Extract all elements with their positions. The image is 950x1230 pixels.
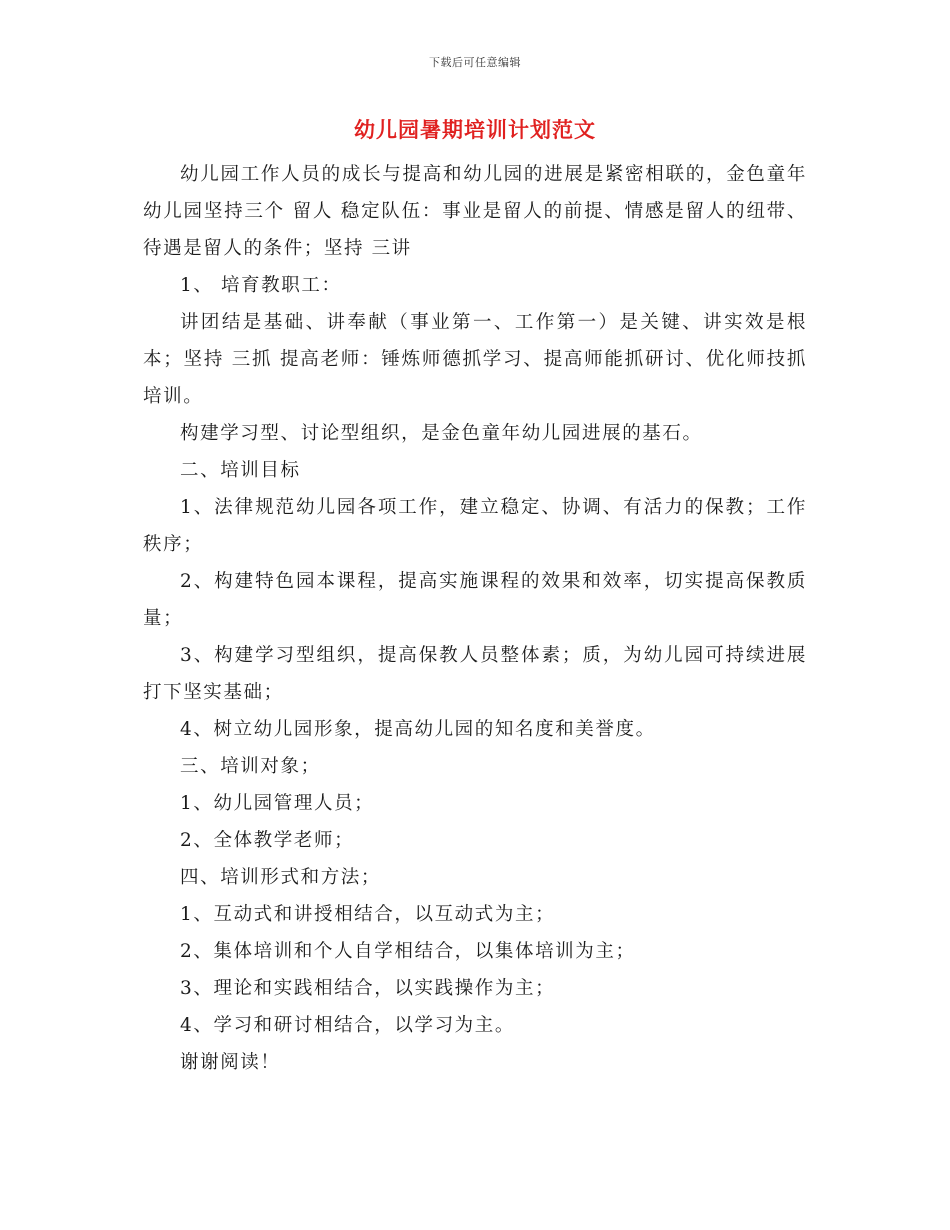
document-body: [143, 156, 807, 1081]
list-item: 4、树立幼儿园形象，提高幼儿园的知名度和美誉度。: [180, 719, 656, 740]
section-heading-targets: 三、培训对象；: [180, 756, 321, 777]
document-title: 幼儿园暑期培训计划范文: [354, 117, 596, 142]
closing-line: 谢谢阅读！: [180, 1052, 281, 1073]
paragraph-intro: 幼儿园工作人员的成长与提高和幼儿园的进展是紧密相联的，金色童年幼儿园坚持三个 留人 稳定队伍：事业是留人的前提、情感是留人的纽带、待遇是留人的条件；坚持 三讲: [143, 164, 807, 259]
list-item: 3、理论和实践相结合，以实践操作为主；: [180, 978, 556, 999]
header-note: 下载后可任意编辑: [429, 56, 521, 69]
list-item: 2、构建特色园本课程，提高实施课程的效果和效率，切实提高保教质量；: [143, 571, 807, 629]
paragraph-body: 讲团结是基础、讲奉献（事业第一、工作第一）是关键、讲实效是根本；坚持 三抓 提高老师：锤炼师德抓学习、提高师能抓研讨、优化师技抓培训。: [143, 312, 807, 407]
list-item: 2、集体培训和个人自学相结合，以集体培训为主；: [180, 941, 636, 962]
section-heading-goals: 二、培训目标: [180, 460, 301, 481]
list-item: 2、全体教学老师；: [180, 830, 355, 851]
list-item: 4、学习和研讨相结合，以学习为主。: [180, 1015, 515, 1036]
list-item: 3、构建学习型组织，提高保教人员整体素；质，为幼儿园可持续进展打下坚实基础；: [143, 645, 807, 703]
section-heading-methods: 四、培训形式和方法；: [180, 867, 382, 888]
list-item: 1、法律规范幼儿园各项工作，建立稳定、协调、有活力的保教；工作秩序；: [143, 497, 807, 555]
list-item: 1、互动式和讲授相结合，以互动式为主；: [180, 904, 556, 925]
paragraph-body: 构建学习型、讨论型组织，是金色童年幼儿园进展的基石。: [180, 423, 703, 444]
list-item: 1、幼儿园管理人员；: [180, 793, 375, 814]
paragraph-item: 1、 培育教职工：: [180, 275, 342, 296]
